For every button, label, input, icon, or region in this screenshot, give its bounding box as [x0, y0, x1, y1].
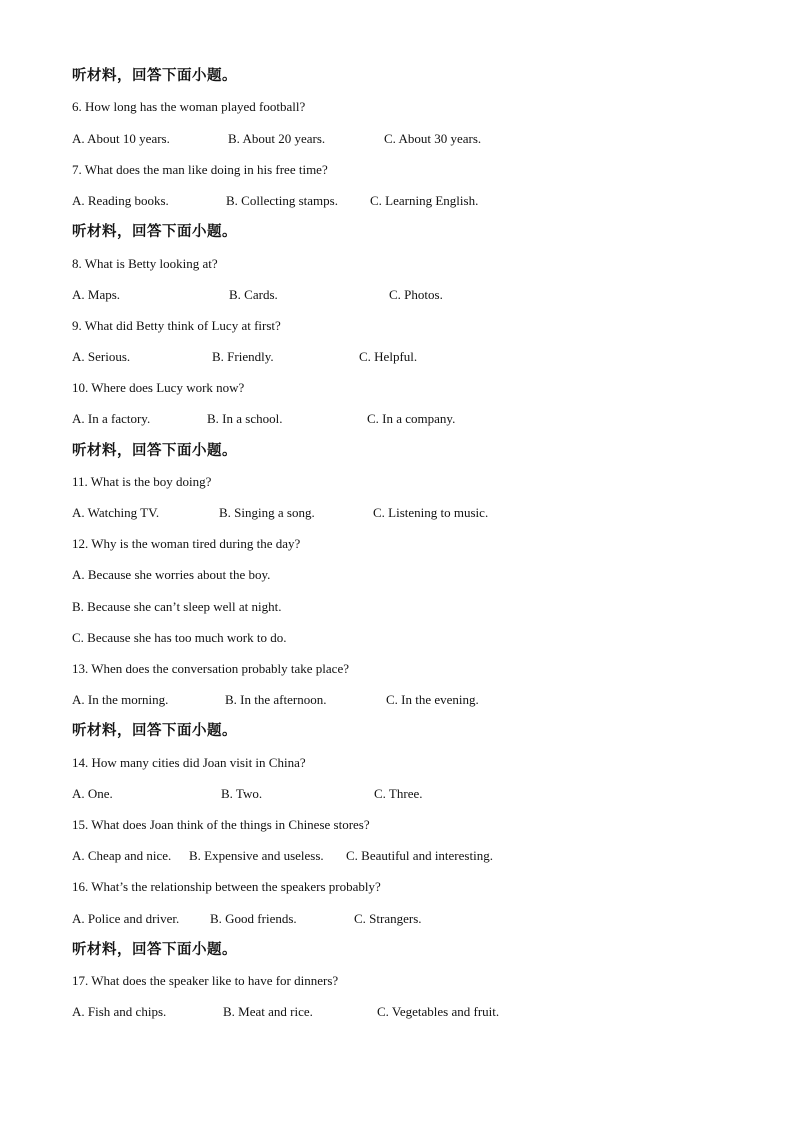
- option-9a: A. Serious.: [72, 349, 131, 364]
- option-14a: A. One.: [72, 786, 113, 801]
- option-6c: C. About 30 years.: [384, 131, 482, 146]
- option-6a: A. About 10 years.: [72, 131, 170, 146]
- question-10: 10. Where does Lucy work now?: [72, 380, 245, 395]
- option-10b: B. In a school.: [207, 411, 283, 426]
- section-heading: 听材料，回答下面小题。: [72, 942, 237, 958]
- option-10a: A. In a factory.: [72, 411, 151, 426]
- option-7a: A. Reading books.: [72, 193, 169, 208]
- question-17: 17. What does the speaker like to have for dinners?: [72, 973, 339, 988]
- section-heading: 听材料，回答下面小题。: [72, 68, 237, 84]
- question-16: 16. What’s the relationship between the speakers probably?: [72, 879, 381, 894]
- option-8c: C. Photos.: [389, 287, 443, 302]
- question-8: 8. What is Betty looking at?: [72, 256, 218, 271]
- option-7c: C. Learning English.: [370, 193, 479, 208]
- section-heading: 听材料，回答下面小题。: [72, 443, 237, 459]
- option-13a: A. In the morning.: [72, 692, 169, 707]
- option-16b: B. Good friends.: [210, 911, 297, 926]
- option-9b: B. Friendly.: [212, 349, 274, 364]
- option-14b: B. Two.: [221, 786, 263, 801]
- option-15c: C. Beautiful and interesting.: [346, 848, 493, 863]
- option-11b: B. Singing a song.: [219, 505, 315, 520]
- option-14c: C. Three.: [374, 786, 423, 801]
- question-9: 9. What did Betty think of Lucy at first?: [72, 318, 281, 333]
- option-15a: A. Cheap and nice.: [72, 848, 172, 863]
- question-15: 15. What does Joan think of the things in Chinese stores?: [72, 817, 370, 832]
- option-17c: C. Vegetables and fruit.: [377, 1004, 500, 1019]
- section-heading: 听材料，回答下面小题。: [72, 723, 237, 739]
- option-13b: B. In the afternoon.: [225, 692, 327, 707]
- option-13c: C. In the evening.: [386, 692, 479, 707]
- question-14: 14. How many cities did Joan visit in China?: [72, 755, 306, 770]
- option-11a: A. Watching TV.: [72, 505, 160, 520]
- option-16c: C. Strangers.: [354, 911, 422, 926]
- option-17a: A. Fish and chips.: [72, 1004, 167, 1019]
- question-11: 11. What is the boy doing?: [72, 474, 212, 489]
- option-10c: C. In a company.: [367, 411, 456, 426]
- option-15b: B. Expensive and useless.: [189, 848, 324, 863]
- option-12b: B. Because she can’t sleep well at night.: [72, 599, 282, 614]
- option-8a: A. Maps.: [72, 287, 121, 302]
- option-17b: B. Meat and rice.: [223, 1004, 313, 1019]
- option-12c: C. Because she has too much work to do.: [72, 630, 287, 645]
- question-7: 7. What does the man like doing in his free time?: [72, 162, 328, 177]
- option-11c: C. Listening to music.: [373, 505, 489, 520]
- question-12: 12. Why is the woman tired during the day?: [72, 536, 301, 551]
- option-12a: A. Because she worries about the boy.: [72, 567, 271, 582]
- option-7b: B. Collecting stamps.: [226, 193, 338, 208]
- section-heading: 听材料，回答下面小题。: [72, 224, 237, 240]
- question-13: 13. When does the conversation probably take place?: [72, 661, 349, 676]
- option-6b: B. About 20 years.: [228, 131, 326, 146]
- option-8b: B. Cards.: [229, 287, 278, 302]
- option-16a: A. Police and driver.: [72, 911, 180, 926]
- question-6: 6. How long has the woman played football?: [72, 99, 306, 114]
- option-9c: C. Helpful.: [359, 349, 418, 364]
